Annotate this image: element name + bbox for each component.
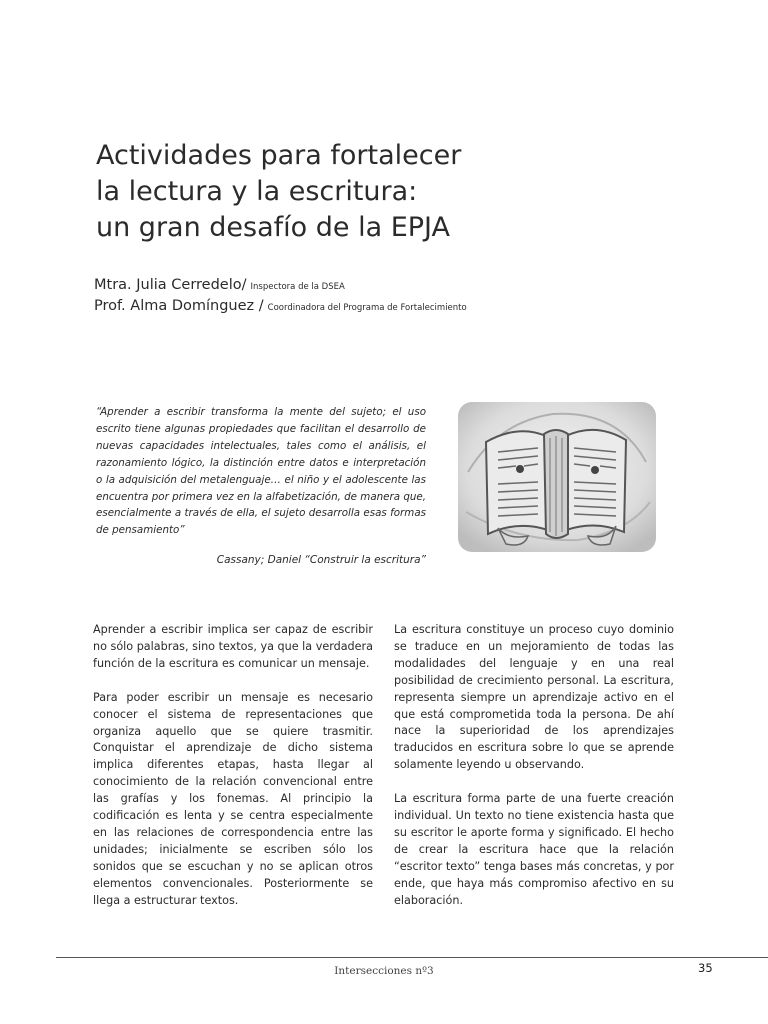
paragraph: La escritura forma parte de una fuerte creación individual. Un texto no tiene existencia hasta que su escritor le aporte forma y significado. El hecho de crear la escritura hace que la relación “escritor texto” tenga bases más concretas, y por ende, que haya más compromiso afectivo en su elaboración. [394, 792, 674, 907]
body-column-left [93, 622, 373, 927]
quote-citation: Cassany; Daniel “Construir la escritura” [216, 554, 426, 566]
footer-rule [56, 957, 768, 958]
author-1 [94, 277, 345, 293]
article-title [96, 138, 516, 246]
body-column-right [394, 622, 674, 927]
author-name: Mtra. Julia Cerredelo/ [94, 277, 247, 293]
author-role: Coordinadora del Programa de Fortalecimiento [267, 303, 467, 313]
paragraph: La escritura constituye un proceso cuyo dominio se traduce en un mejoramiento de todas las modalidades del lenguaje y en una real posibilidad de crecimiento personal. La escritura, representa siempre un aprendizaje activo en el que está comprometida toda la persona. De ahí nace la superioridad de los aprendizajes traducidos en escritura sobre lo que se aprende solamente leyendo u observando. [394, 623, 674, 772]
quote-text: “Aprender a escribir transforma la mente del sujeto; el uso escrito tiene algunas propiedades que facilitan el desarrollo de nuevas capacidades intelectuales, tales como el análisis, el razonamiento lógico, la distinción entre datos e interpretación o la adquisición del metalenguaje… el niño y el adolescente las encuentra por primera vez en la alfabetización, de manera que, esencialmente a través de ella, el sujeto desarrolla esas formas de pensamiento” [96, 406, 426, 537]
paragraph: Aprender a escribir implica ser capaz de escribir no sólo palabras, sino textos, ya que la verdadera función de la escritura es comunicar un mensaje. [93, 623, 373, 670]
title-line: Actividades para fortalecer [96, 140, 462, 171]
page-number: 35 [698, 961, 713, 975]
publication-name: Intersecciones nº3 [334, 965, 434, 977]
epigraph-quote [96, 404, 426, 539]
title-line: la lectura y la escritura: [96, 176, 418, 207]
author-name: Prof. Alma Domínguez / [94, 298, 264, 314]
author-2 [94, 298, 467, 314]
title-line: un gran desafío de la EPJA [96, 212, 451, 243]
paragraph: Para poder escribir un mensaje es necesario conocer el sistema de representaciones que organiza aquello que se quiere trasmitir. Conquistar el aprendizaje de dicho sistema implica diferentes etapas, hasta llegar al conocimiento de la relación convencional entre las grafías y los fonemas. Al principio la codificación es lenta y se centra especialmente en las relaciones de correspondencia entre las unidades; inicialmente se escriben sólo los sonidos que se escuchan y no se aplican otros elementos convencionales. Posteriormente se llega a estructurar textos. [93, 690, 373, 907]
author-role: Inspectora de la DSEA [250, 282, 345, 292]
open-book-with-faces-illustration [458, 402, 656, 552]
